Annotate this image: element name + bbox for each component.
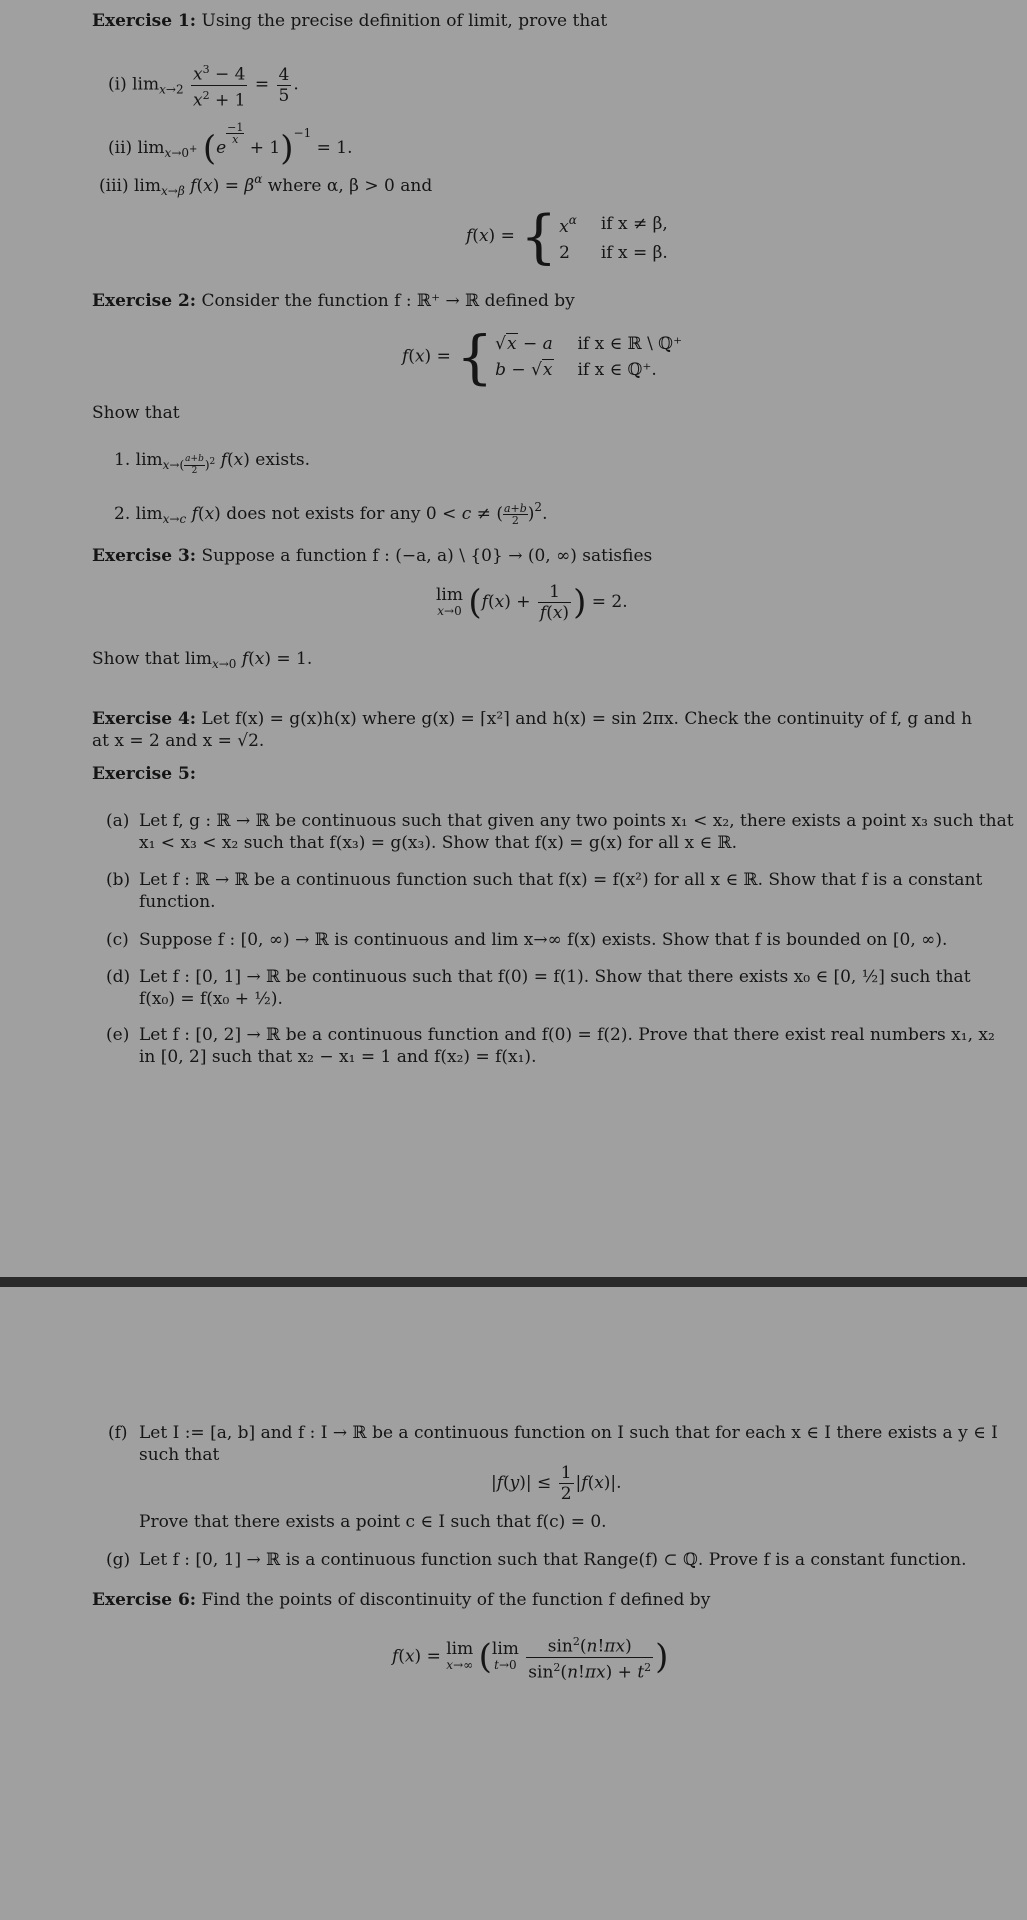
ex5-c-line1: Suppose f : [0, ∞) → ℝ is continuous and lim x→∞ f(x) exists. Show that f is bounded on [0, ∞). [139,930,948,950]
ex5-d-line1: Let f : [0, 1] → ℝ be continuous such that f(0) = f(1). Show that there exists x₀ ∈ [0, ½] such that [139,967,971,987]
exercise-4-line2: at x = 2 and x = √2. [92,731,265,751]
exercise-5-heading [92,763,196,785]
ex1-part-iii: (iii) $\lim_{x\to\beta} f(x) = \beta^\alpha$ where α, β > 0 and [99,172,433,198]
ex1-i-label: (i) [108,74,127,95]
exercise-4-intro [92,708,972,730]
exercise-6-text: Find the points of discontinuity of the function f defined by [201,1590,711,1610]
ex5-e-label: (e) [106,1025,130,1045]
exercise-2-heading: Exercise 2: [92,291,197,311]
ex5-b-line1: Let f : ℝ → ℝ be a continuous function such that f(x) = f(x²) for all x ∈ ℝ. Show that f is a constant [139,870,983,890]
ex1-part-ii: (ii) $\lim_{x\to 0^+} (e$ $\frac{-1}{x}$ + 1)$^{-1}$ = 1. [108,121,353,169]
exercise-1-intro [92,10,607,32]
ex5-f-line3: Prove that there exists a point c ∈ I such that f(c) = 0. [139,1512,607,1532]
ex2-item1-label: 1. [114,450,131,470]
ex1-iii-text: where α, β > 0 and [267,176,433,196]
ex5-f-inequality: |f(y)| ≤ $\frac{1}{2}$ |f(x)|. [491,1463,622,1504]
ex2-item1-text: exists. [255,450,311,470]
exercise-1-text: Using the precise definition of limit, prove that [201,11,608,31]
ex2-show: Show that [92,403,180,423]
ex1-case1: if x ≠ β, [600,213,668,234]
ex5-c-label: (c) [106,930,129,950]
ex2-item2-label: 2. [114,504,131,524]
ex6-equation: f(x) = lim x→∞ ( lim t→0 $\frac{\sin^2(n!\pi x)}{\sin^2(n!\pi x) + t^2}$ ) [392,1632,668,1682]
ex2-piecewise: f(x) = { √x − a if x ∈ ℝ \ ℚ⁺ b − √x if x ∈ ℚ⁺. [402,330,706,384]
exercise-3-text: Suppose a function f : (−a, a) \ {0} → (0, ∞) satisfies [201,546,653,566]
ex2-case1: if x ∈ ℝ \ ℚ⁺ [577,334,683,354]
ex5-e-line1: Let f : [0, 2] → ℝ be a continuous function and f(0) = f(2). Prove that there exist real numbers x₁, x₂ [139,1025,995,1045]
ex2-case2: if x ∈ ℚ⁺. [577,360,657,380]
ex1-ii-label: (ii) [108,138,133,158]
exercise-2-intro [92,290,575,312]
ex1-piecewise: f(x) = { $x^\alpha$ if x ≠ β, 2 if x = β. [466,206,692,267]
ex5-f-line2: such that [139,1445,220,1465]
ex5-a-label: (a) [106,811,130,831]
ex2-item2-text: does not exists for any [226,504,421,524]
ex5-d-line2: f(x₀) = f(x₀ + ½). [139,989,283,1009]
ex5-b-line2: function. [139,892,216,912]
ex3-conclusion: Show that $\lim_{x\to 0} f(x) = 1$. [92,649,313,671]
ex1-case2: if x = β. [600,243,668,263]
exercise-4-text: Let f(x) = g(x)h(x) where g(x) = ⌈x²⌉ and h(x) = sin 2πx. Check the continuity of f, g and h [201,709,973,729]
ex3-equation: lim x→0 (f(x) + $\frac{1}{f(x)}$ ) = 2. [436,582,628,623]
ex1-part-i: (i) $\lim_{x\to 2}$ $\frac{x^3 - 4}{x^2 + 1}$ = $\frac{4}{5}$ . [108,60,299,110]
ex5-d-label: (d) [106,967,131,987]
ex1-iii-label: (iii) [99,176,129,196]
ex2-item-1: 1. $\lim_{x\to( \frac{a+b}{2} )^2} f(x)$ exists. [114,450,311,476]
exercise-6-intro [92,1589,710,1611]
exercise-5-heading-text: Exercise 5: [92,764,197,784]
page-2 [0,1287,1027,1920]
ex5-b-label: (b) [106,870,131,890]
ex5-g-line1: Let f : [0, 1] → ℝ is a continuous function such that Range(f) ⊂ ℚ. Prove f is a constant function. [139,1550,967,1570]
page-separator [0,1277,1027,1287]
ex5-g-label: (g) [106,1550,131,1570]
ex5-a-line1: Let f, g : ℝ → ℝ be continuous such that given any two points x₁ < x₂, there exists a point x₃ such that [139,811,1014,831]
ex2-item-2: 2. $\lim_{x\to c} f(x)$ does not exists for any 0 < c ≠ ( $\frac{a+b}{2}$ )$^2$. [114,500,548,527]
exercise-2-text: Consider the function f : ℝ⁺ → ℝ defined by [201,291,575,311]
exercise-4-heading: Exercise 4: [92,709,197,729]
ex5-f-line1: Let I := [a, b] and f : I → ℝ be a continuous function on I such that for each x ∈ I there exists a y ∈ I [139,1423,998,1443]
ex5-f-label: (f) [108,1423,128,1443]
ex3-show: Show that [92,649,180,669]
ex1-i-fraction: $\frac{x^3 - 4}{x^2 + 1}$ [191,60,247,110]
exercise-6-heading: Exercise 6: [92,1590,197,1610]
exercise-3-heading: Exercise 3: [92,546,197,566]
exercise-3-intro [92,545,652,567]
ex5-e-line2: in [0, 2] such that x₂ − x₁ = 1 and f(x₂) = f(x₁). [139,1047,537,1067]
exercise-1-heading: Exercise 1: [92,11,197,31]
ex5-a-line2: x₁ < x₃ < x₂ such that f(x₃) = g(x₃). Show that f(x) = g(x) for all x ∈ ℝ. [139,833,738,853]
